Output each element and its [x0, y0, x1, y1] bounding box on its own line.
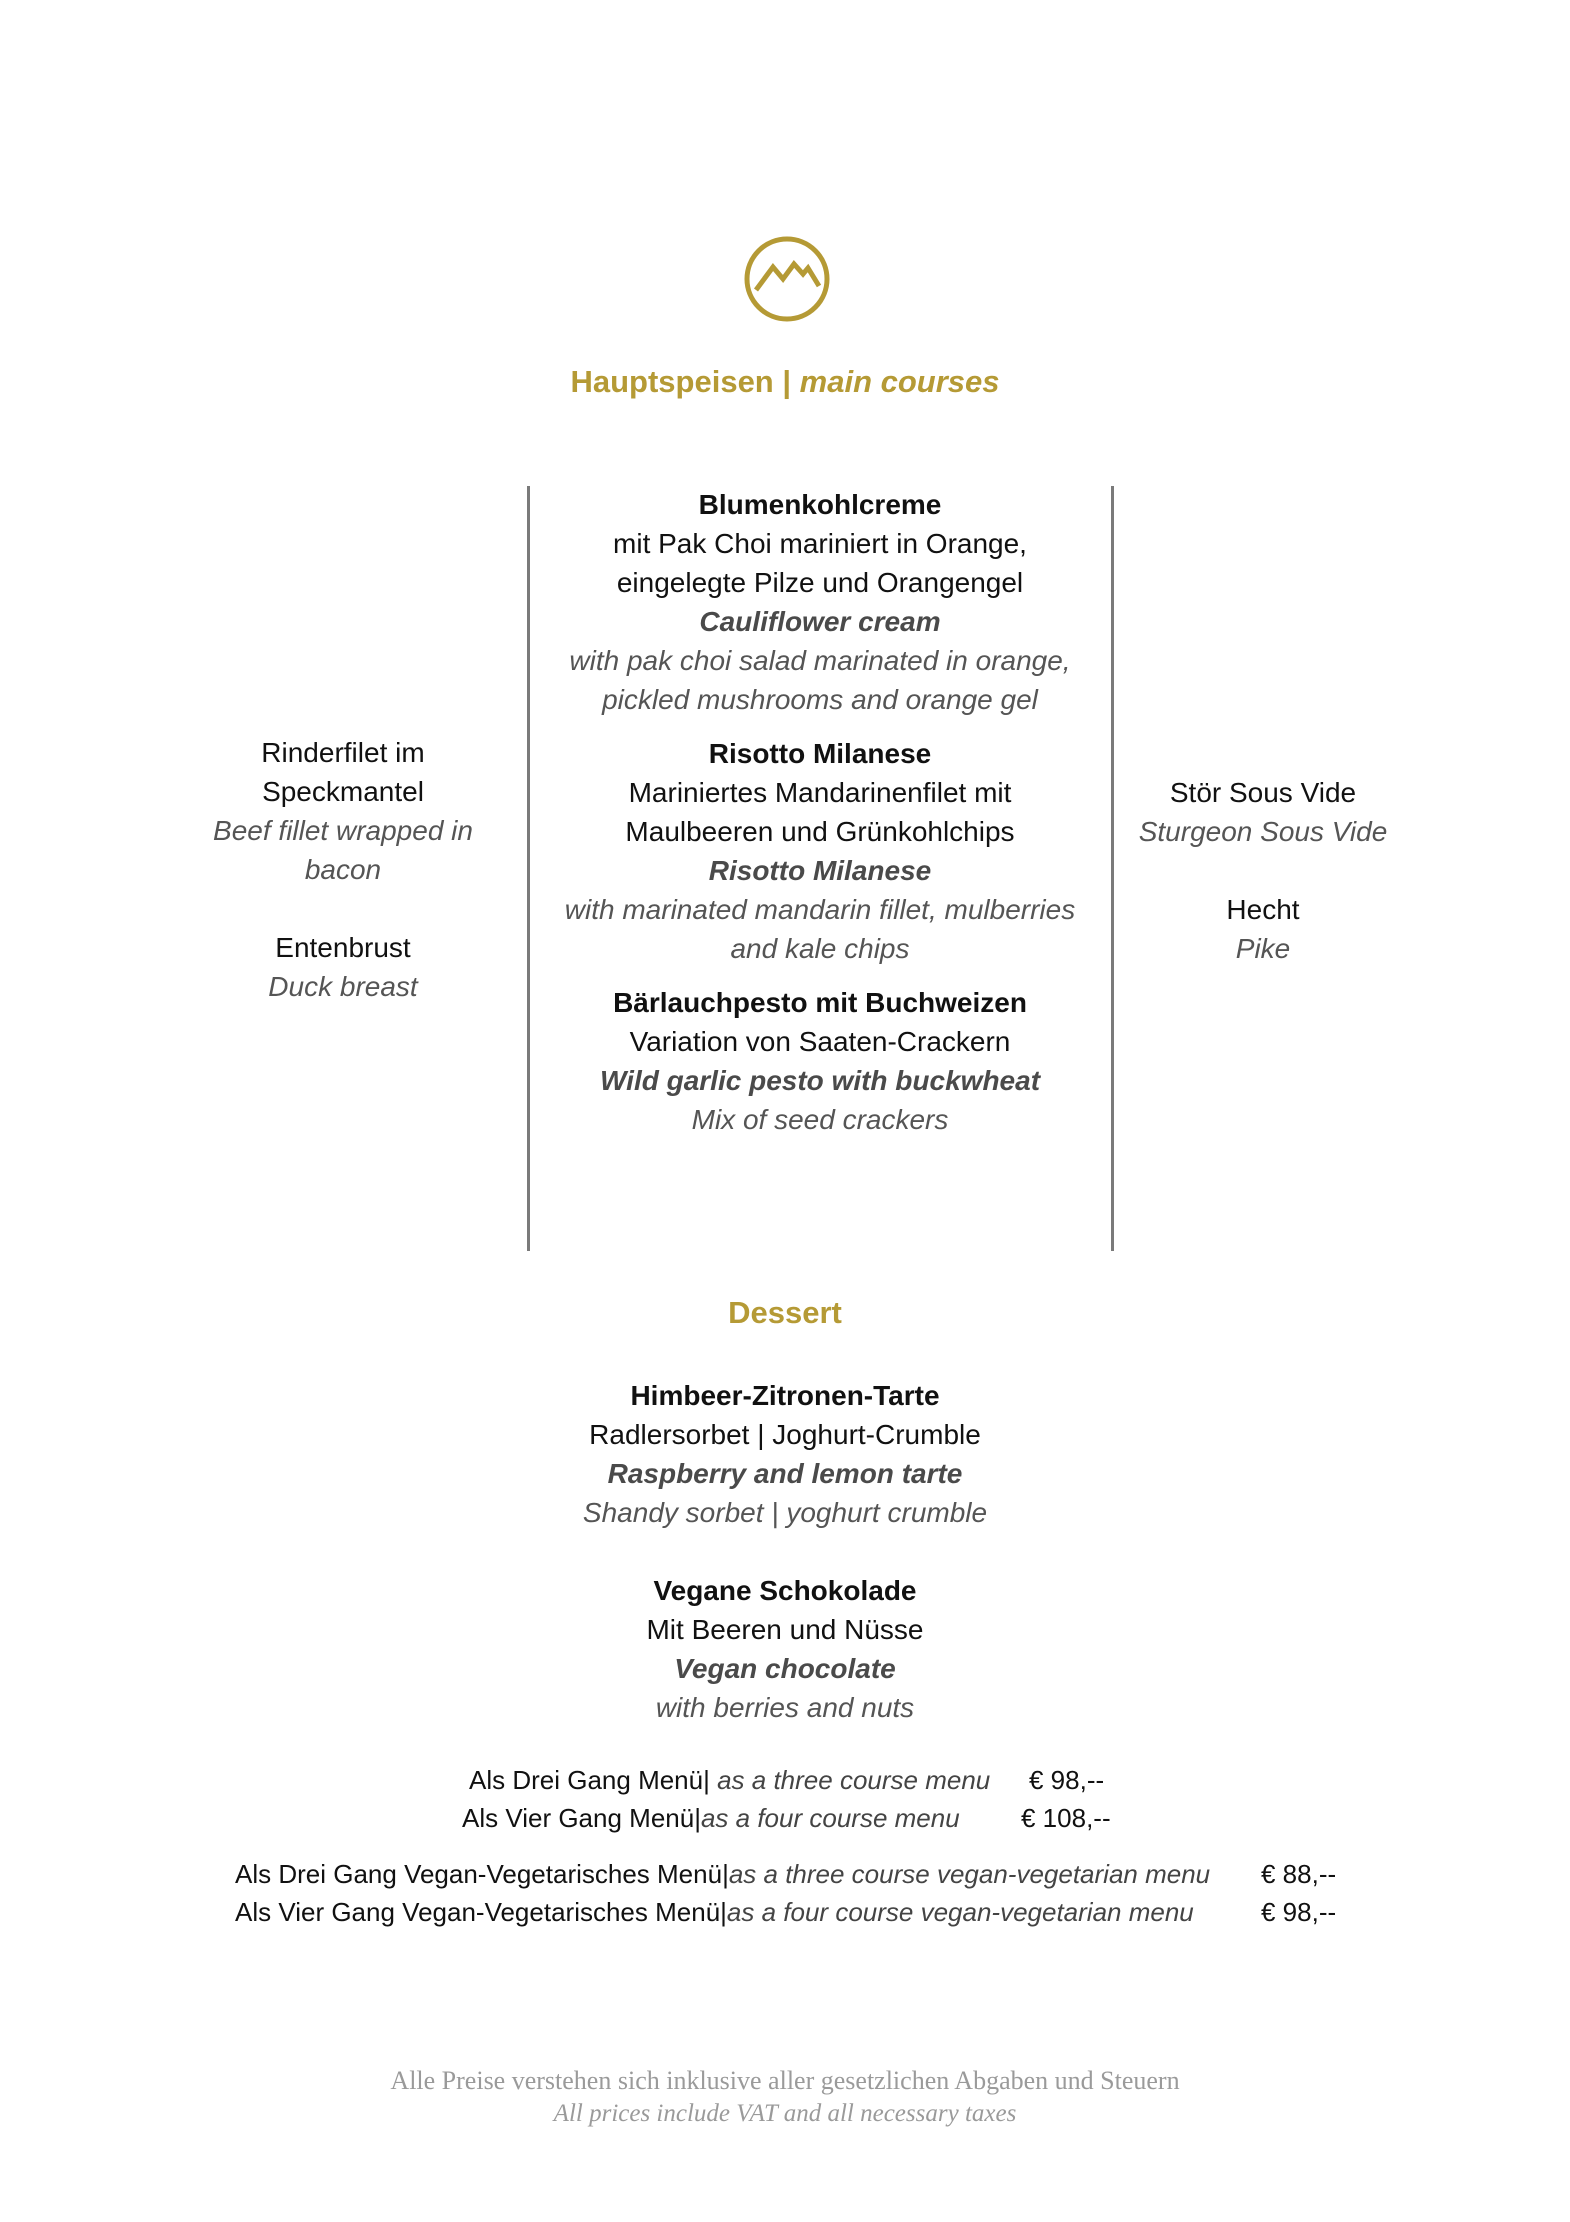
- dessert-1-desc-de: Radlersorbet | Joghurt-Crumble: [589, 1419, 981, 1450]
- price-value-four-course-vegan: € 98,--: [1261, 1897, 1337, 1927]
- center-dish-1-title-de: Blumenkohlcreme: [698, 489, 942, 520]
- price-value-four-course: € 108,--: [1021, 1803, 1111, 1833]
- price-row-four-course-vegan: [235, 1894, 1194, 1930]
- right-dish-1-de: Stör Sous Vide: [1169, 777, 1357, 808]
- center-dish-1-title-en: Cauliflower cream: [699, 606, 941, 637]
- dessert-list: [485, 1376, 1085, 1727]
- footer-tax-note-de: Alle Preise verstehen sich inklusive aller gesetzlichen Abgaben und Steuern: [390, 2066, 1180, 2095]
- dessert-1-title-de: Himbeer-Zitronen-Tarte: [630, 1380, 940, 1411]
- price-label-de: Als Vier Gang Vegan-Vegetarisches Menü: [235, 1897, 721, 1927]
- center-dish-2-desc-en-1: with marinated mandarin fillet, mulberries: [564, 894, 1076, 925]
- center-dish-3-desc-de-1: Variation von Saaten-Crackern: [629, 1026, 1011, 1057]
- dessert-1-desc-en: Shandy sorbet | yoghurt crumble: [582, 1497, 988, 1528]
- right-divider: [1111, 486, 1114, 1251]
- main-heading-de: Hauptspeisen: [570, 364, 774, 399]
- center-dish-2-desc-en-2: and kale chips: [730, 933, 910, 964]
- dessert-1-title-en: Raspberry and lemon tarte: [607, 1458, 963, 1489]
- price-separator: |: [694, 1803, 701, 1833]
- price-label-de: Als Drei Gang Vegan-Vegetarisches Menü: [235, 1859, 723, 1889]
- center-dish-1-desc-en-2: pickled mushrooms and orange gel: [602, 684, 1038, 715]
- right-dish-1-en: Sturgeon Sous Vide: [1138, 816, 1388, 847]
- left-column: [188, 733, 498, 1006]
- price-label-en: as a four course menu: [700, 1803, 960, 1833]
- main-heading-separator: |: [773, 364, 800, 399]
- right-dish-2-de: Hecht: [1226, 894, 1300, 925]
- right-dish-2-en: Pike: [1235, 933, 1291, 964]
- dessert-2-title-en: Vegan chocolate: [674, 1653, 896, 1684]
- center-dish-3-desc-en-1: Mix of seed crackers: [691, 1104, 949, 1135]
- price-value-three-course: € 98,--: [1029, 1765, 1105, 1795]
- price-separator: |: [703, 1765, 718, 1795]
- main-courses-heading: [0, 364, 1570, 400]
- center-dish-1-desc-de-1: mit Pak Choi mariniert in Orange,: [613, 528, 1027, 559]
- center-dish-3-title-de: Bärlauchpesto mit Buchweizen: [613, 987, 1027, 1018]
- left-dish-2-de: Entenbrust: [275, 932, 411, 963]
- center-dish-2-title-en: Risotto Milanese: [708, 855, 932, 886]
- dessert-2-title-de: Vegane Schokolade: [653, 1575, 917, 1606]
- center-dish-2-desc-de-2: Maulbeeren und Grünkohlchips: [625, 816, 1015, 847]
- price-label-en: as a three course menu: [717, 1765, 991, 1795]
- main-heading-en: main courses: [799, 364, 1000, 399]
- price-label-de: Als Drei Gang Menü: [469, 1765, 704, 1795]
- price-value-three-course-vegan: € 88,--: [1261, 1859, 1337, 1889]
- price-separator: |: [720, 1897, 727, 1927]
- left-dish-2-en: Duck breast: [268, 971, 418, 1002]
- mountain-logo-icon: [742, 234, 832, 324]
- center-column: [532, 485, 1108, 1139]
- left-dish-1-de: Rinderfilet im Speckmantel: [261, 737, 425, 807]
- dessert-heading: Dessert: [728, 1295, 842, 1330]
- left-dish-1-en: Beef fillet wrapped in bacon: [213, 815, 473, 885]
- right-column: [1118, 773, 1408, 968]
- price-row-four-course: [462, 1800, 960, 1836]
- center-dish-1-desc-de-2: eingelegte Pilze und Orangengel: [616, 567, 1024, 598]
- price-label-de: Als Vier Gang Menü: [462, 1803, 695, 1833]
- price-label-en: as a four course vegan-vegetarian menu: [726, 1897, 1194, 1927]
- left-divider: [527, 486, 530, 1251]
- footer-tax-note-en: All prices include VAT and all necessary taxes: [553, 2100, 1017, 2127]
- center-dish-2-desc-de-1: Mariniertes Mandarinenfilet mit: [628, 777, 1012, 808]
- center-dish-1-desc-en-1: with pak choi salad marinated in orange,: [569, 645, 1071, 676]
- price-separator: |: [722, 1859, 729, 1889]
- center-dish-3-title-en: Wild garlic pesto with buckwheat: [599, 1065, 1041, 1096]
- dessert-2-desc-en: with berries and nuts: [655, 1692, 915, 1723]
- price-row-three-course-vegan: [235, 1856, 1210, 1892]
- center-dish-2-title-de: Risotto Milanese: [708, 738, 932, 769]
- price-row-three-course: [469, 1762, 990, 1798]
- price-label-en: as a three course vegan-vegetarian menu: [728, 1859, 1211, 1889]
- dessert-2-desc-de: Mit Beeren und Nüsse: [646, 1614, 924, 1645]
